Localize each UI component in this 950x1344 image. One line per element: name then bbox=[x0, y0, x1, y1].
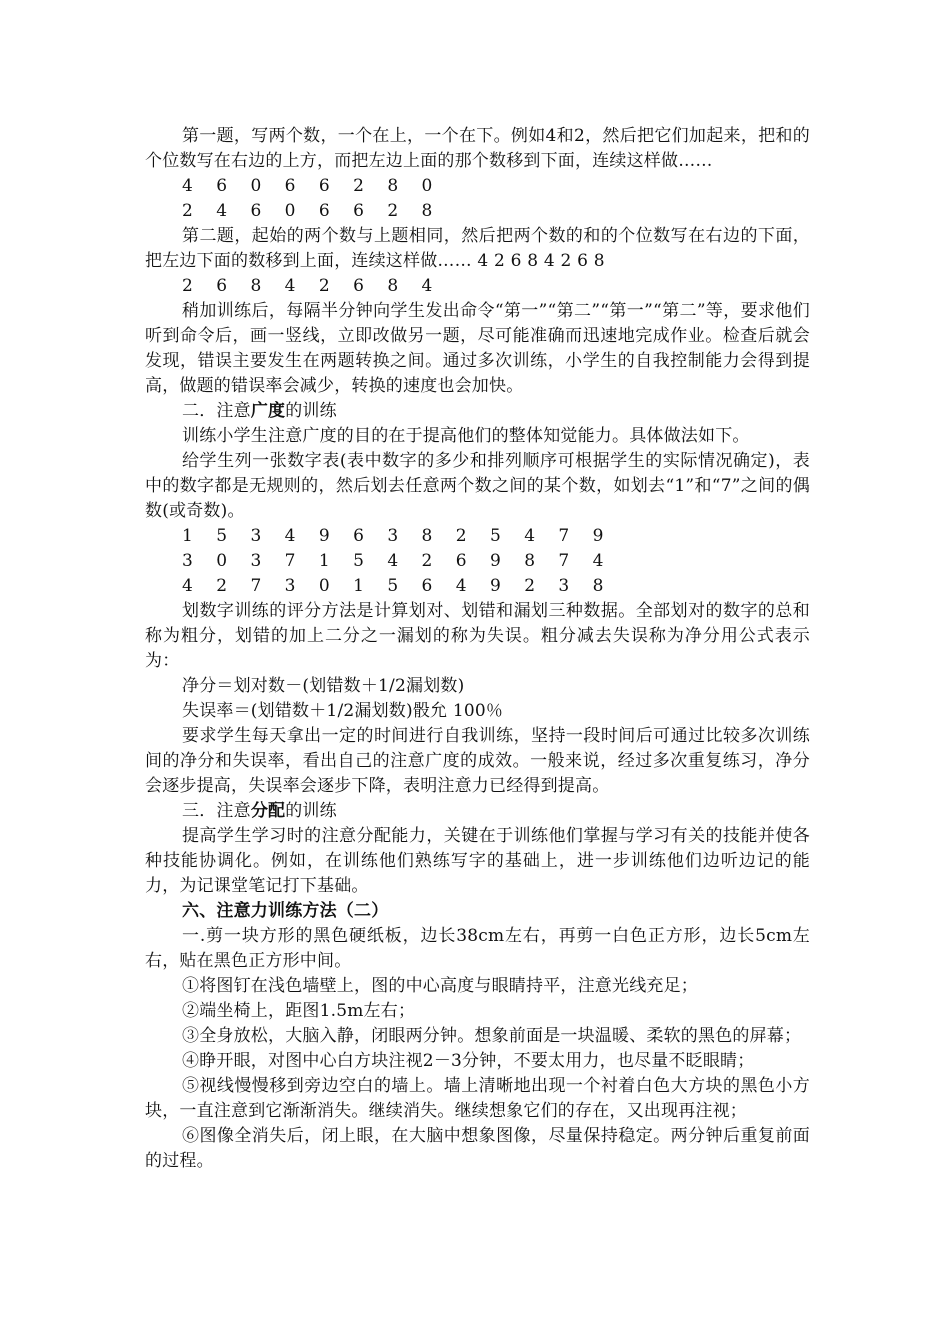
sequence-two-bottom: 2 6 8 4 2 6 8 4 bbox=[182, 276, 442, 296]
step-5: ⑤视线慢慢移到旁边空白的墙上。墙上清晰地出现一个衬着白色大方块的黑色小方块，一直注意到它渐渐消失。继续消失。继续想象它们的存在，又出现再注视； bbox=[145, 1076, 810, 1121]
step-1: ①将图钉在浅色墙壁上，图的中心高度与眼睛持平，注意光线充足； bbox=[182, 976, 698, 996]
sequence-one-bottom: 2 4 6 0 6 6 2 8 bbox=[182, 201, 442, 221]
paragraph-daily-practice: 要求学生每天拿出一定的时间进行自我训练，坚持一段时间后可通过比较多次训练间的净分和失误率，看出自己的注意广度的成效。一般来说，经过多次重复练习，净分会逐步提高，失误率会逐步下降，表明注意力已经得到提高。 bbox=[145, 726, 810, 796]
paragraph-distribution: 提高学生学习时的注意分配能力，关键在于训练他们掌握与学习有关的技能并使各种技能协调化。例如，在训练他们熟练写字的基础上，进一步训练他们边听边记的能力，为记课堂笔记打下基础。 bbox=[145, 826, 810, 896]
formula-net-score: 净分＝划对数－(划错数＋1/2漏划数) bbox=[182, 676, 465, 696]
paragraph-switching-drill: 稍加训练后，每隔半分钟向学生发出命令“第一”“第二”“第一”“第二”等，要求他们听到命令后，画一竖线，立即改做另一题，尽可能准确而迅速地完成作业。检查后就会发现，错误主要发生在两题转换之间。通过多次训练，小学生的自我控制能力会得到提高，做题的错误率会减少，转换的速度也会加快。 bbox=[145, 301, 810, 396]
heading-attention-span: 二．注意广度的训练 bbox=[182, 401, 337, 421]
number-row-3: 4 2 7 3 0 1 5 6 4 9 2 3 8 bbox=[182, 576, 613, 596]
section-heading-method-two: 六、注意力训练方法（二） bbox=[182, 901, 389, 921]
step-4: ④睁开眼，对图中心白方块注视2－3分钟，不要太用力，也尽量不眨眼睛； bbox=[182, 1051, 755, 1071]
step-6: ⑥图像全消失后，闭上眼，在大脑中想象图像，尽量保持稳定。两分钟后重复前面的过程。 bbox=[145, 1126, 810, 1171]
number-row-1: 1 5 3 4 9 6 3 8 2 5 4 7 9 bbox=[182, 526, 613, 546]
paragraph-span-goal: 训练小学生注意广度的目的在于提高他们的整体知觉能力。具体做法如下。 bbox=[182, 426, 750, 446]
number-row-2: 3 0 3 7 1 5 4 2 6 9 8 7 4 bbox=[182, 551, 613, 571]
step-3: ③全身放松，大脑入静，闭眼两分钟。想象前面是一块温暖、柔软的黑色的屏幕； bbox=[182, 1026, 802, 1046]
paragraph-cardboard: 一.剪一块方形的黑色硬纸板，边长38cm左右，再剪一白色正方形，边长5cm左右，贴在黑色正方形中间。 bbox=[145, 926, 810, 971]
formula-error-rate: 失误率＝(划错数＋1/2漏划数)骰允 100％ bbox=[182, 701, 504, 721]
sequence-one-top: 4 6 0 6 6 2 8 0 bbox=[182, 176, 442, 196]
paragraph-exercise-one: 第一题，写两个数，一个在上，一个在下。例如4和2，然后把它们加起来，把和的个位数写在右边的上方，而把左边上面的那个数移到下面，连续这样做…… bbox=[145, 126, 810, 171]
step-2: ②端坐椅上，距图1.5m左右； bbox=[182, 1001, 416, 1021]
heading-attention-distribution: 三．注意分配的训练 bbox=[182, 801, 337, 821]
paragraph-exercise-two: 第二题，起始的两个数与上题相同，然后把两个数的和的个位数写在右边的下面，把左边下面的数移到上面，连续这样做…… 4 2 6 8 4 2 6 8 bbox=[145, 226, 810, 271]
paragraph-number-table: 给学生列一张数字表(表中数字的多少和排列顺序可根据学生的实际情况确定)，表中的数字都是无规则的，然后划去任意两个数之间的某个数，如划去“1”和“7”之间的偶数(或奇数)。 bbox=[145, 451, 810, 521]
paragraph-scoring: 划数字训练的评分方法是计算划对、划错和漏划三种数据。全部划对的数字的总和称为粗分，划错的加上二分之一漏划的称为失误。粗分减去失误称为净分用公式表示为： bbox=[145, 601, 810, 671]
